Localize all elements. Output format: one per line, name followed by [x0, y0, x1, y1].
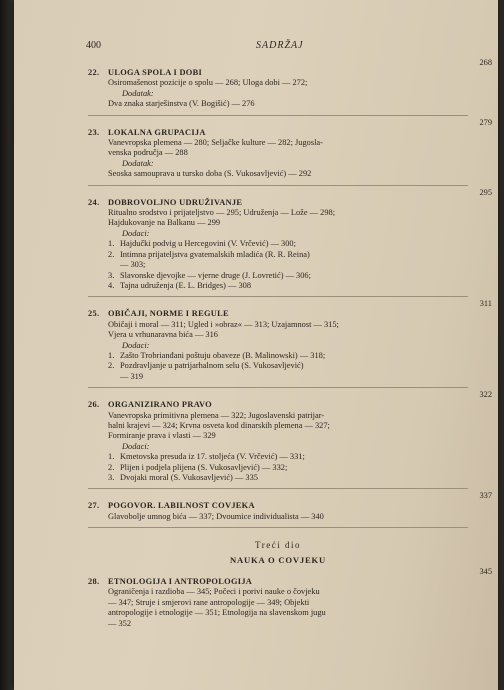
- entry-number: 28.: [88, 577, 100, 587]
- entry-title: OBIČAJI, NORME I REGULE: [108, 309, 229, 319]
- supplement-item-number: 2.: [108, 361, 115, 371]
- toc-entry: [88, 297, 492, 388]
- entry-title: ETNOLOGIJA I ANTROPOLOGIJA: [108, 577, 253, 587]
- supplement-item-text: Plijen i podjela plijena (S. Vukosavljević) — 332;: [120, 462, 288, 472]
- supplement-label: Dodatak:: [122, 158, 154, 168]
- entry-line: venska područja — 288: [108, 148, 188, 158]
- page-header: [86, 40, 458, 56]
- entry-line: antropologije i etnologije — 351; Etnologija na slavenskom jugu: [108, 608, 326, 618]
- entry-line: Ograničenja i razdioba — 345; Počeci i porivi nauke o čovjeku: [108, 587, 320, 597]
- supplement-item-text: Slavonske djevojke — vjerne druge (J. Lovretić) — 306;: [120, 270, 311, 280]
- book-page: [14, 0, 498, 690]
- entry-title: LOKALNA GRUPACIJA: [108, 127, 206, 137]
- supplement-item-text: Hajdučki podvig u Hercegovini (V. Vrčević) — 300;: [120, 239, 296, 249]
- book-spine-shadow: [0, 0, 14, 690]
- supplement-item: [88, 473, 468, 483]
- entry-page-number: 279: [479, 117, 492, 127]
- entry-heading: [88, 128, 468, 138]
- supplement-line: Dva znaka starješinstva (V. Bogišić) — 276: [108, 99, 255, 109]
- entry-title: DOBROVOLJNO UDRUŽIVANJE: [108, 197, 243, 207]
- supplement-item-text: Intimna prijateljstva gvatemalskih mladića (R. R. Reina): [120, 249, 310, 259]
- supplement-item-text: — 303;: [120, 260, 146, 270]
- entry-line: Formiranje prava i vlasti — 329: [108, 431, 216, 441]
- entry-line: Vjera u vrhunaravna bića — 316: [108, 330, 218, 340]
- entry-line: — 347; Struje i smjerovi rane antropologije — 349; Objekti: [108, 597, 310, 607]
- supplement-item: [88, 351, 468, 361]
- entry-number: 23.: [88, 127, 100, 137]
- entry-number: 27.: [88, 501, 100, 511]
- supplement-item-number: 2.: [108, 249, 115, 259]
- entry-line: Osiromašenost pozicije o spolu — 268; Uloga dobi — 272;: [108, 78, 308, 88]
- entry-number: 26.: [88, 400, 100, 410]
- entry-number: 25.: [88, 309, 100, 319]
- part-label: Treći dio: [255, 540, 301, 551]
- entry-page-number: 295: [479, 187, 492, 197]
- entry-line: Običaji i moral — 311; Ugled i »obraz« — 313; Uzajamnost — 315;: [108, 319, 339, 329]
- supplement-item-number: 1.: [108, 239, 115, 249]
- entry-page-number: 322: [479, 390, 492, 400]
- supplement-item-text: — 319: [120, 371, 144, 381]
- supplement-item-number: 1.: [108, 452, 115, 462]
- entry-line: halni krajevi — 324; Krvna osveta kod dinarskih plemena — 327;: [108, 420, 330, 430]
- entry-page-number: 345: [479, 567, 492, 577]
- supplement-label: Dodaci:: [122, 228, 150, 238]
- supplement-item: [88, 452, 468, 462]
- entry-heading: [88, 501, 468, 511]
- toc-entry: [88, 186, 492, 298]
- entry-title: ORGANIZIRANO PRAVO: [108, 400, 212, 410]
- entry-heading: [88, 309, 468, 319]
- supplement-item-continuation: [88, 372, 468, 382]
- page-number: 400: [86, 40, 101, 51]
- entry-page-number: 311: [479, 299, 492, 309]
- supplement-item-number: 3.: [108, 473, 115, 482]
- supplement-item: [88, 250, 468, 260]
- supplement-item-text: Kmetovska presuda iz 17. stoljeća (V. Vrčević) — 331;: [120, 452, 305, 462]
- entry-heading: [88, 577, 468, 587]
- supplement-item-text: Zašto Trobrianđani poštuju obaveze (B. Malinowski) — 318;: [120, 350, 326, 360]
- toc-entry: [88, 489, 492, 528]
- entry-page-number: 268: [479, 58, 492, 67]
- supplement-label: Dodaci:: [122, 340, 150, 350]
- entry-line: Vanevropska plemena — 280; Seljačke kulture — 282; Jugosla-: [108, 138, 323, 148]
- table-of-contents: [88, 56, 492, 634]
- entry-page-number: 337: [479, 491, 492, 501]
- toc-entry: [88, 56, 492, 116]
- entry-line: Glavobolje umnog bića — 337; Dvoumice individualista — 340: [108, 511, 324, 521]
- supplement-item-number: 3.: [108, 270, 115, 280]
- toc-entry: [88, 116, 492, 186]
- entry-line: Vanevropska primitivna plemena — 322; Jugoslavenski patrijar-: [108, 410, 325, 420]
- entry-heading: [88, 400, 468, 410]
- toc-entry: [88, 388, 492, 489]
- entry-heading: [88, 198, 468, 208]
- supplement-line: Seoska samouprava u tursko doba (S. Vukosavljević) — 292: [108, 169, 312, 179]
- supplement-item-continuation: [88, 260, 468, 270]
- supplement-item-number: 1.: [108, 350, 115, 360]
- entry-number: 24.: [88, 197, 100, 207]
- supplement-label: Dodatak:: [122, 88, 154, 98]
- entry-line: Hajdukovanje na Balkanu — 299: [108, 218, 221, 228]
- supplement-item: [88, 271, 468, 281]
- supplement-item-text: Tajna udruženja (E. L. Bridges) — 308: [120, 280, 252, 290]
- entry-number: 22.: [88, 68, 100, 77]
- part-title: NAUKA O COVJEKU: [229, 554, 327, 565]
- toc-entry: [88, 565, 492, 634]
- supplement-item: [88, 239, 468, 249]
- entry-line: Ritualno srodstvo i prijateljstvo — 295; Udruženja — Lože — 298;: [108, 208, 336, 218]
- entry-line: — 352: [108, 618, 132, 628]
- entry-title: POGOVOR. LABILNOST COVJEKA: [108, 501, 255, 511]
- supplement-item-number: 4.: [108, 280, 115, 290]
- supplement-item-number: 2.: [108, 462, 115, 472]
- supplement-label: Dodaci:: [122, 441, 150, 451]
- supplement-item: [88, 361, 468, 371]
- supplement-item: [88, 281, 468, 291]
- entry-heading: [88, 68, 468, 78]
- supplement-item: [88, 463, 468, 473]
- entry-title: ULOGA SPOLA I DOBI: [108, 68, 203, 77]
- running-title: SADRŽAJ: [256, 40, 304, 51]
- supplement-item-text: Pozdravljanje u patrijarhalnom selu (S. Vukosavljević): [120, 361, 304, 371]
- supplement-item-text: Dvojaki moral (S. Vukosavljević) — 335: [120, 473, 258, 482]
